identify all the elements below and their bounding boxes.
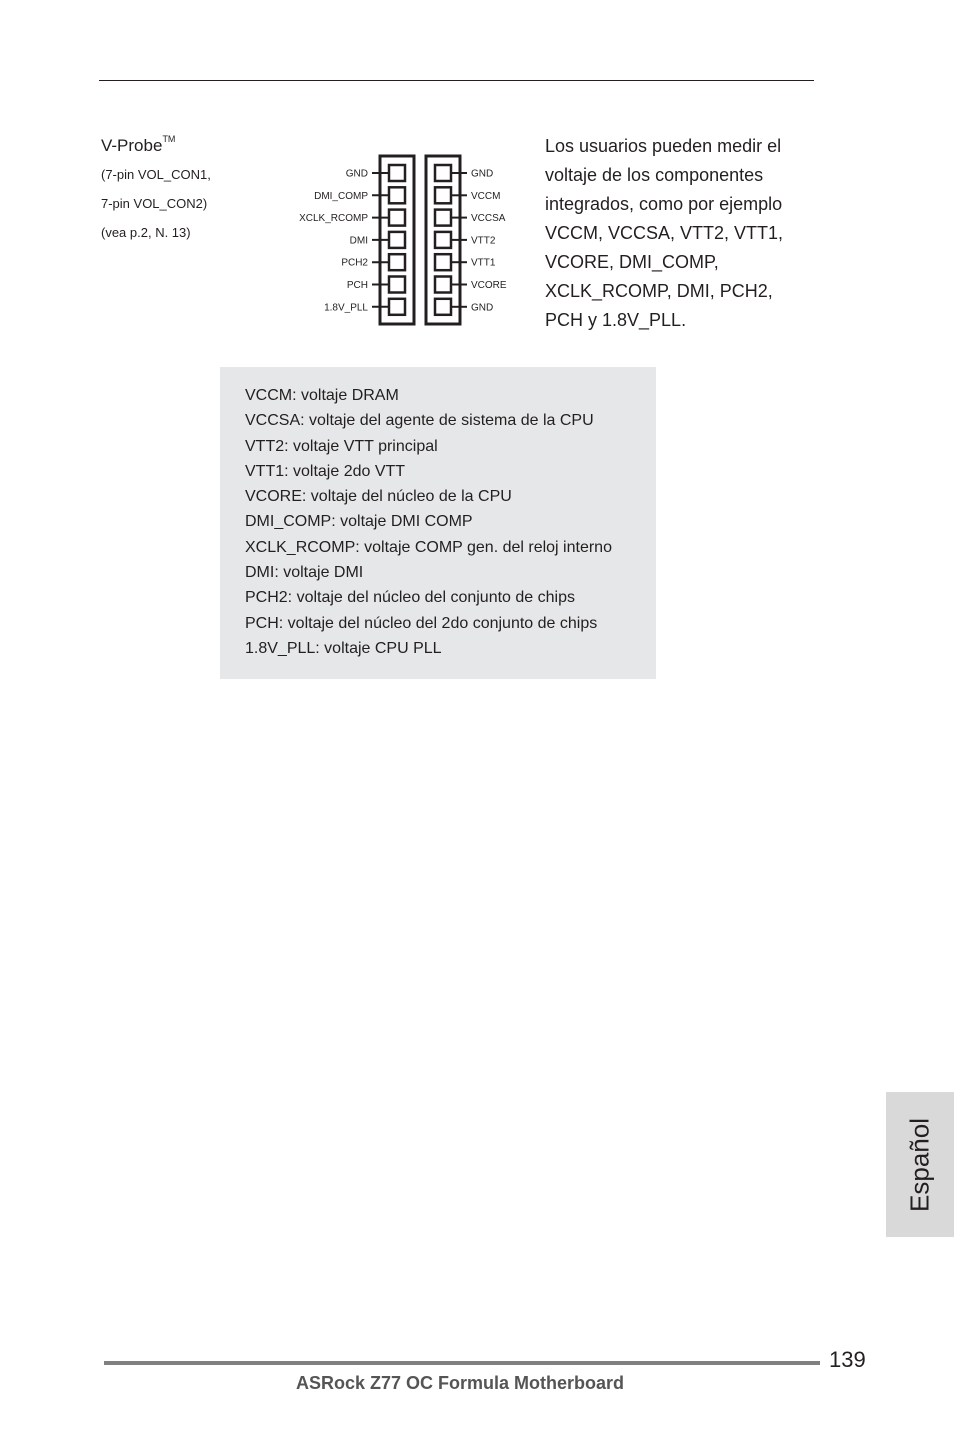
pin-label-right: VTT2 [471, 235, 496, 247]
pin-label-right: VCORE [471, 280, 507, 291]
legend-item: DMI: voltaje DMI [245, 564, 364, 582]
pin-label-left: XCLK_RCOMP [299, 213, 368, 225]
legend-item: PCH: voltaje del núcleo del 2do conjunto de chips [245, 614, 598, 632]
pin-left [389, 277, 405, 293]
description-line: VCCM, VCCSA, VTT2, VTT1, [545, 223, 784, 243]
legend-item: VTT2: voltaje VTT principal [245, 437, 438, 455]
pin-label-right: GND [471, 168, 494, 180]
pin-label-left: DMI [349, 235, 368, 247]
pin-label-left: GND [345, 168, 368, 180]
pin-right [435, 254, 451, 270]
vprobe-heading [101, 136, 175, 156]
description-line: integrados, como por ejemplo [545, 194, 783, 214]
pin-right [435, 165, 451, 181]
vprobe-title: V-Probe [101, 136, 163, 155]
voltage-legend-box [220, 367, 656, 679]
language-side-tab [886, 1092, 954, 1237]
pin-left [389, 165, 405, 181]
description-line: voltaje de los componentes [545, 165, 764, 185]
pin-label-right: GND [471, 302, 494, 314]
page-number: 139 [829, 1347, 866, 1372]
connector-note-2: 7-pin VOL_CON2) [101, 196, 208, 211]
footer-divider [104, 1361, 820, 1365]
pin-label-right: VCCM [471, 190, 501, 202]
pin-label-left: PCH [346, 280, 368, 291]
voltage-legend-list [245, 383, 612, 661]
pin-right [435, 210, 451, 226]
legend-item: DMI_COMP: voltaje DMI COMP [245, 513, 473, 531]
description-line: Los usuarios pueden medir el [545, 136, 782, 156]
connector-note-3: (vea p.2, N. 13) [101, 225, 191, 240]
pin-left [389, 187, 405, 203]
pin-right [435, 299, 451, 315]
legend-item: XCLK_RCOMP: voltaje COMP gen. del reloj interno [245, 538, 612, 556]
description-line: VCORE, DMI_COMP, [545, 252, 719, 272]
pin-label-right: VTT1 [471, 257, 496, 269]
top-divider [99, 80, 814, 81]
legend-item: VCCM: voltaje DRAM [245, 387, 399, 404]
trademark-mark: TM [162, 134, 176, 145]
pin-left [389, 232, 405, 248]
footer-title: ASRock Z77 OC Formula Motherboard [296, 1373, 625, 1393]
pin-right [435, 187, 451, 203]
pin-label-left: PCH2 [341, 257, 368, 269]
pin-left [389, 210, 405, 226]
vprobe-description [545, 132, 815, 335]
pin-left [389, 299, 405, 315]
legend-item: 1.8V_PLL: voltaje CPU PLL [245, 639, 442, 657]
vprobe-connector-diagram [280, 150, 530, 330]
pin-label-right: VCCSA [471, 213, 506, 225]
pin-label-left: 1.8V_PLL [324, 302, 368, 314]
legend-item: VCORE: voltaje del núcleo de la CPU [245, 488, 512, 506]
language-label: Español [904, 1117, 935, 1212]
legend-item: PCH2: voltaje del núcleo del conjunto de chips [245, 589, 575, 607]
pin-label-left: DMI_COMP [314, 190, 368, 202]
connector-note-1: (7-pin VOL_CON1, [101, 167, 211, 182]
pin-right [435, 232, 451, 248]
description-line: XCLK_RCOMP, DMI, PCH2, [545, 281, 773, 301]
legend-item: VTT1: voltaje 2do VTT [245, 462, 406, 480]
pin-left [389, 254, 405, 270]
pin-right [435, 277, 451, 293]
description-line: PCH y 1.8V_PLL. [545, 310, 687, 330]
legend-item: VCCSA: voltaje del agente de sistema de la CPU [245, 412, 594, 430]
